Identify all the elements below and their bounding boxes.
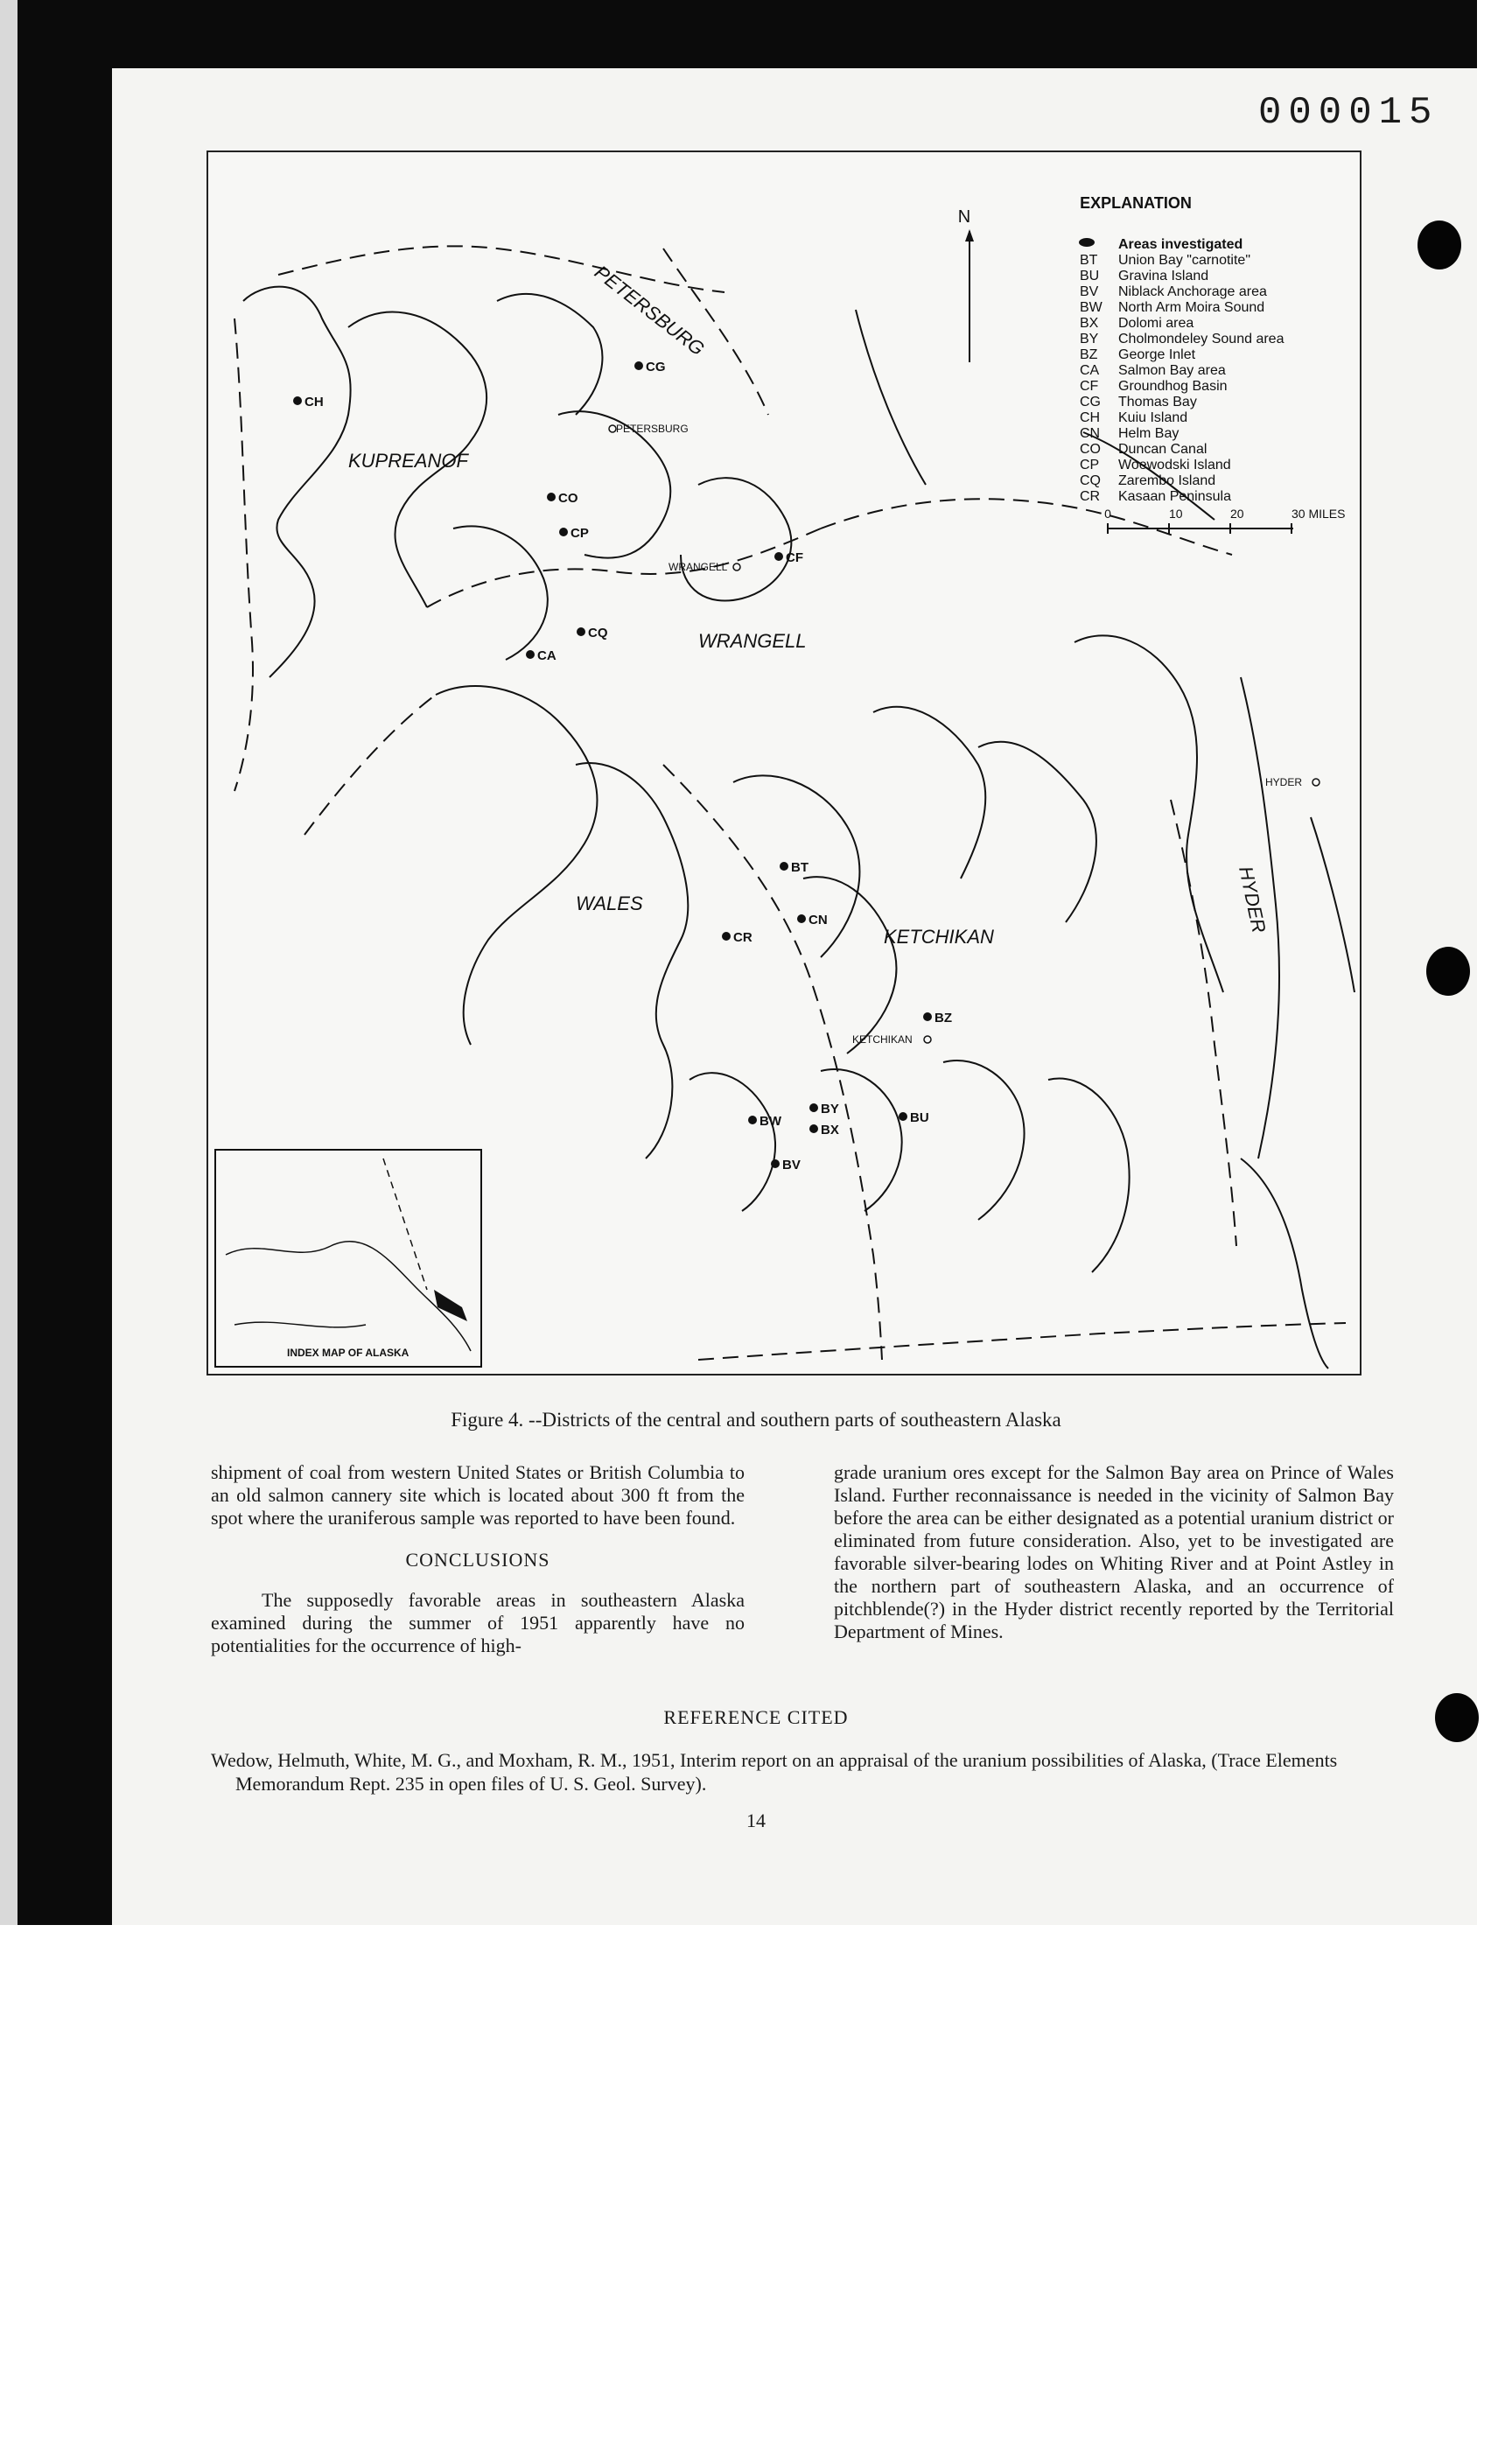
site-marker bbox=[809, 1124, 818, 1133]
map-figure bbox=[206, 150, 1362, 1376]
stamp-number: 000015 bbox=[1258, 91, 1439, 135]
coastline bbox=[1074, 635, 1223, 992]
town-hyder: HYDER bbox=[1265, 776, 1303, 788]
site-label: BV bbox=[782, 1158, 801, 1172]
legend-name: Zarembo Island bbox=[1118, 473, 1216, 488]
legend-name: Woewodski Island bbox=[1118, 458, 1231, 472]
district-boundary bbox=[663, 765, 882, 1360]
legend-code: CA bbox=[1080, 363, 1100, 378]
north-arrow bbox=[958, 207, 974, 362]
site-label: CO bbox=[558, 491, 578, 506]
legend-name: Kasaan Peninsula bbox=[1118, 489, 1231, 504]
coastline bbox=[821, 1069, 902, 1211]
site-marker bbox=[809, 1103, 818, 1112]
legend-name: Thomas Bay bbox=[1118, 395, 1197, 410]
scale-tick-label: 30 MILES bbox=[1292, 507, 1346, 521]
town-wrangell: WRANGELL bbox=[668, 561, 728, 573]
site-marker bbox=[526, 650, 535, 659]
site-label: BY bbox=[821, 1102, 839, 1116]
coastline bbox=[1241, 1158, 1328, 1368]
legend-title: EXPLANATION bbox=[1080, 194, 1192, 212]
river bbox=[856, 310, 926, 485]
section-heading-reference: REFERENCE CITED bbox=[663, 1706, 849, 1728]
map-svg bbox=[208, 152, 1360, 1374]
legend-code: CR bbox=[1080, 489, 1101, 504]
scan-border-top bbox=[18, 0, 1477, 68]
site-marker bbox=[577, 627, 585, 636]
site-label: CH bbox=[304, 395, 324, 410]
section-heading-conclusions: CONCLUSIONS bbox=[405, 1549, 550, 1571]
site-marker bbox=[774, 552, 783, 561]
legend-code: BZ bbox=[1080, 347, 1098, 362]
site-label: BU bbox=[910, 1110, 929, 1125]
district-label-petersburg: PETERSBURG bbox=[590, 261, 709, 360]
scale-tick-label: 20 bbox=[1230, 507, 1244, 521]
coastline bbox=[243, 287, 351, 677]
text-column-left bbox=[211, 1461, 745, 1657]
river bbox=[1311, 817, 1354, 992]
site-marker bbox=[899, 1112, 907, 1121]
site-marker bbox=[547, 493, 556, 501]
reference-entry: Wedow, Helmuth, White, M. G., and Moxham, R. M., 1951, Interim report on an appraisal of the uranium possibilities of Alaska, (Trace Elements Memorandum Rept. 235 in open files of U. S. Geol. Survey). bbox=[211, 1749, 1338, 1795]
legend-code: BX bbox=[1080, 316, 1099, 331]
site-marker bbox=[722, 932, 731, 941]
north-label: N bbox=[957, 207, 971, 227]
coastline bbox=[576, 763, 688, 1158]
legend-name: Groundhog Basin bbox=[1118, 379, 1228, 394]
site-labels bbox=[293, 360, 952, 1172]
district-label-hyder: HYDER bbox=[1235, 864, 1270, 935]
legend-code: CF bbox=[1080, 379, 1099, 394]
scale-tick-label: 10 bbox=[1169, 507, 1183, 521]
coastline bbox=[978, 742, 1096, 922]
legend-code: BW bbox=[1080, 300, 1102, 315]
district-boundary bbox=[1171, 800, 1236, 1246]
site-label: BZ bbox=[934, 1011, 952, 1026]
scale-bar bbox=[1104, 507, 1345, 534]
site-label: CR bbox=[733, 930, 752, 945]
site-label: CN bbox=[808, 913, 828, 928]
district-label-kupreanof: KUPREANOF bbox=[348, 450, 468, 472]
site-label: CF bbox=[786, 550, 803, 565]
legend-name: Helm Bay bbox=[1118, 426, 1180, 441]
paragraph: The supposedly favorable areas in southeastern Alaska examined during the summer of 1951 apparently have no potentialities for the occurrence of high- bbox=[211, 1589, 745, 1656]
district-boundary bbox=[427, 528, 821, 607]
index-map-label: INDEX MAP OF ALASKA bbox=[287, 1347, 410, 1359]
site-label: CQ bbox=[588, 626, 608, 640]
site-marker bbox=[771, 1159, 780, 1168]
district-boundary bbox=[278, 246, 724, 292]
coastline bbox=[681, 478, 791, 600]
coastline bbox=[873, 707, 985, 878]
legend-name: Kuiu Island bbox=[1118, 410, 1188, 425]
site-label: BX bbox=[821, 1123, 839, 1138]
coastline bbox=[803, 877, 896, 1054]
scan-border-left bbox=[18, 0, 121, 1925]
site-marker bbox=[748, 1116, 757, 1124]
coastline bbox=[453, 526, 548, 660]
town-ketchikan: KETCHIKAN bbox=[852, 1033, 913, 1046]
coastline bbox=[1048, 1078, 1130, 1272]
site-label: CA bbox=[537, 648, 556, 663]
scale-tick-label: 0 bbox=[1104, 507, 1111, 521]
figure-caption: Figure 4. --Districts of the central and southern parts of southeastern Alaska bbox=[451, 1409, 1061, 1431]
site-label: CP bbox=[570, 526, 589, 541]
legend-name: Salmon Bay area bbox=[1118, 363, 1226, 378]
legend-name: Union Bay "carnotite" bbox=[1118, 253, 1250, 268]
legend-code: BV bbox=[1080, 284, 1099, 299]
district-boundary bbox=[698, 1323, 1346, 1360]
explanation-legend bbox=[1079, 194, 1345, 534]
legend-name: Gravina Island bbox=[1118, 269, 1209, 284]
town-petersburg: PETERSBURG bbox=[616, 423, 689, 435]
legend-name: Dolomi area bbox=[1118, 316, 1194, 331]
district-label-ketchikan: KETCHIKAN bbox=[884, 926, 994, 948]
legend-code: CQ bbox=[1080, 473, 1101, 488]
index-map-inset bbox=[215, 1150, 481, 1367]
coastline bbox=[436, 686, 597, 1045]
site-marker bbox=[293, 396, 302, 405]
site-marker bbox=[634, 361, 643, 370]
site-marker bbox=[797, 914, 806, 923]
legend-code: CP bbox=[1080, 458, 1100, 472]
legend-name: North Arm Moira Sound bbox=[1118, 300, 1265, 315]
coastline bbox=[690, 1073, 775, 1211]
legend-code: CH bbox=[1080, 410, 1101, 425]
legend-name: Cholmondeley Sound area bbox=[1118, 332, 1284, 346]
site-marker bbox=[780, 862, 788, 871]
paragraph: grade uranium ores except for the Salmon Bay area on Prince of Wales Island. Further reconnaissance is needed in the vicinity of Salmon Bay before the area can be either designated as a potential uranium district or eliminated from future consideration. Also, yet to be investigated are favorable silver-bearing lodes on Whiting River and at Point Astley in the northern part of southeastern Alaska, and an occurrence of pitchblende(?) in the Hyder district recently reported by the Territorial Department of Mines. bbox=[834, 1461, 1394, 1642]
coastline bbox=[497, 294, 602, 415]
district-boundary bbox=[304, 695, 436, 835]
site-label: CG bbox=[646, 360, 666, 374]
site-label: BT bbox=[791, 860, 808, 875]
punch-hole-top bbox=[1418, 220, 1461, 270]
text-column-right bbox=[834, 1461, 1394, 1643]
site-label: BW bbox=[760, 1114, 781, 1129]
legend-rows bbox=[1080, 253, 1284, 504]
legend-code: BY bbox=[1080, 332, 1099, 346]
district-boundary bbox=[234, 318, 253, 791]
legend-code: BU bbox=[1080, 269, 1100, 284]
page-number: 14 bbox=[746, 1810, 766, 1831]
legend-code: CN bbox=[1080, 426, 1101, 441]
legend-name: Niblack Anchorage area bbox=[1118, 284, 1267, 299]
paragraph: shipment of coal from western United States or British Columbia to an old salmon cannery site which is located about 300 ft from the spot where the uraniferous sample was reported to have been found. bbox=[211, 1461, 745, 1529]
legend-code: CO bbox=[1080, 442, 1101, 457]
legend-areas-label: Areas investigated bbox=[1118, 237, 1243, 252]
coastline bbox=[943, 1060, 1025, 1220]
district-label-wrangell: WRANGELL bbox=[698, 630, 807, 652]
punch-hole-middle bbox=[1426, 947, 1470, 996]
site-marker bbox=[923, 1012, 932, 1021]
legend-code: CG bbox=[1080, 395, 1101, 410]
legend-code: BT bbox=[1080, 253, 1098, 268]
legend-name: Duncan Canal bbox=[1118, 442, 1208, 457]
site-marker bbox=[559, 528, 568, 536]
legend-name: George Inlet bbox=[1118, 347, 1196, 362]
district-label-wales: WALES bbox=[576, 892, 643, 914]
